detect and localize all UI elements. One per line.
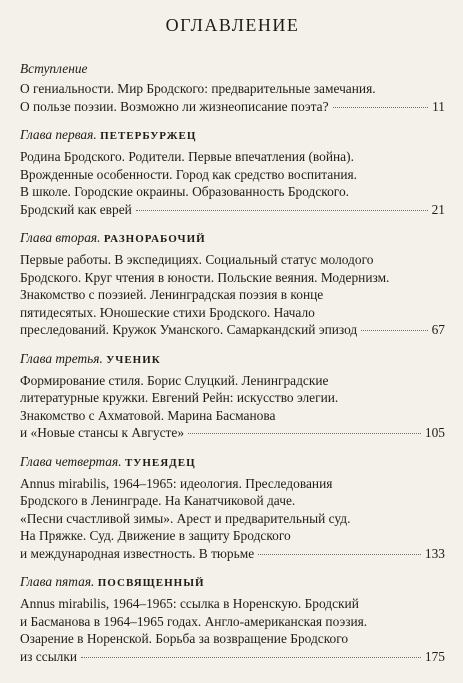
dot-leader	[333, 107, 429, 108]
dot-leader	[81, 657, 421, 658]
toc-entry-link[interactable]	[20, 424, 445, 442]
toc-line: Знакомство с Ахматовой. Марина Басманова	[20, 407, 276, 423]
chapter-heading	[20, 229, 445, 248]
page-number: 21	[431, 201, 445, 217]
chapter-label: Глава пятая.	[20, 574, 95, 589]
page-number: 133	[424, 545, 445, 561]
chapter-label: Глава первая.	[20, 127, 97, 142]
page-title: ОГЛАВЛЕНИЕ	[165, 15, 300, 35]
toc-line: На Пряжке. Суд. Движение в защиту Бродского	[20, 528, 291, 543]
toc-line: В школе. Городские окраины. Образованность Бродского.	[20, 184, 350, 199]
toc-chapter	[20, 453, 445, 563]
chapter-heading	[20, 453, 445, 472]
toc-entry-link[interactable]	[20, 321, 445, 339]
toc-chapter	[20, 573, 445, 665]
toc-line: Бродского. Круг чтения в юности. Польские веяния. Модернизм.	[20, 269, 390, 285]
toc-line: пятидесятых. Юношеские стихи Бродского. Начало	[20, 304, 315, 320]
chapter-name: ПЕТЕРБУРЖЕЦ	[100, 130, 197, 142]
page-number: 67	[431, 322, 445, 337]
toc-entry-link[interactable]	[20, 545, 445, 563]
chapter-name: РАЗНОРАБОЧИЙ	[103, 233, 206, 245]
chapter-heading	[20, 350, 445, 369]
chapter-heading	[20, 60, 445, 77]
dot-leader	[136, 210, 428, 211]
chapter-name: УЧЕНИК	[106, 353, 161, 366]
chapter-name: ТУНЕЯДЕЦ	[124, 456, 196, 469]
toc-entry-link[interactable]	[20, 98, 445, 116]
toc-entry-link[interactable]	[20, 648, 445, 666]
toc-line: Родина Бродского. Родители. Первые впечатления (война).	[20, 149, 354, 164]
toc-chapter	[20, 126, 445, 218]
toc-line: Annus mirabilis, 1964–1965: идеология. Преследования	[20, 475, 333, 491]
toc-line: Бродского в Ленинграде. На Канатчиковой даче.	[20, 493, 296, 508]
page-number: 105	[424, 425, 445, 440]
toc-line: «Песни счастливой зимы». Арест и предварительный суд.	[20, 510, 351, 526]
toc-line: Annus mirabilis, 1964–1965: ссылка в Норенскую. Бродский	[20, 596, 359, 611]
chapter-heading	[20, 573, 445, 592]
dot-leader	[258, 554, 421, 555]
toc-line: Формирование стиля. Борис Слуцкий. Ленинградские	[20, 372, 329, 388]
toc-line: О пользе поэзии. Возможно ли жизнеописание поэта?	[20, 98, 329, 114]
page-number: 175	[424, 648, 445, 664]
chapter-label: Вступление	[20, 61, 88, 76]
toc-line: и «Новые стансы к Августе»	[20, 425, 185, 440]
chapter-label: Глава вторая.	[20, 230, 101, 245]
toc-line: Бродский как еврей	[20, 201, 132, 217]
toc-line: Врожденные особенности. Город как средство воспитания.	[20, 166, 358, 182]
toc-line: из ссылки	[20, 648, 78, 664]
chapter-label: Глава третья.	[20, 350, 103, 366]
toc-line: Первые работы. В экспедициях. Социальный статус молодого	[20, 252, 374, 267]
toc-chapter	[20, 229, 445, 339]
dot-leader	[361, 330, 427, 331]
chapter-name: ПОСВЯЩЕННЫЙ	[97, 577, 205, 589]
toc-line: Знакомство с поэзией. Ленинградская поэзия в конце	[20, 287, 324, 302]
toc-list	[20, 60, 445, 665]
toc-line: литературные кружки. Евгений Рейн: искусство элегии.	[20, 390, 339, 405]
toc-line: О гениальности. Мир Бродского: предварительные замечания.	[20, 81, 376, 96]
chapter-heading	[20, 126, 445, 145]
toc-line: преследований. Кружок Уманского. Самаркандский эпизод	[20, 322, 358, 337]
dot-leader	[188, 433, 421, 434]
page-number: 11	[432, 98, 445, 114]
chapter-label: Глава четвертая.	[20, 453, 122, 469]
toc-line: и международная известность. В тюрьме	[20, 545, 255, 561]
toc-chapter	[20, 350, 445, 442]
toc-entry-link[interactable]	[20, 201, 445, 219]
toc-line: Озарение в Норенской. Борьба за возвращение Бродского	[20, 631, 349, 646]
toc-line: и Басманова в 1964–1965 годах. Англо-американская поэзия.	[20, 613, 368, 629]
toc-chapter	[20, 60, 445, 115]
